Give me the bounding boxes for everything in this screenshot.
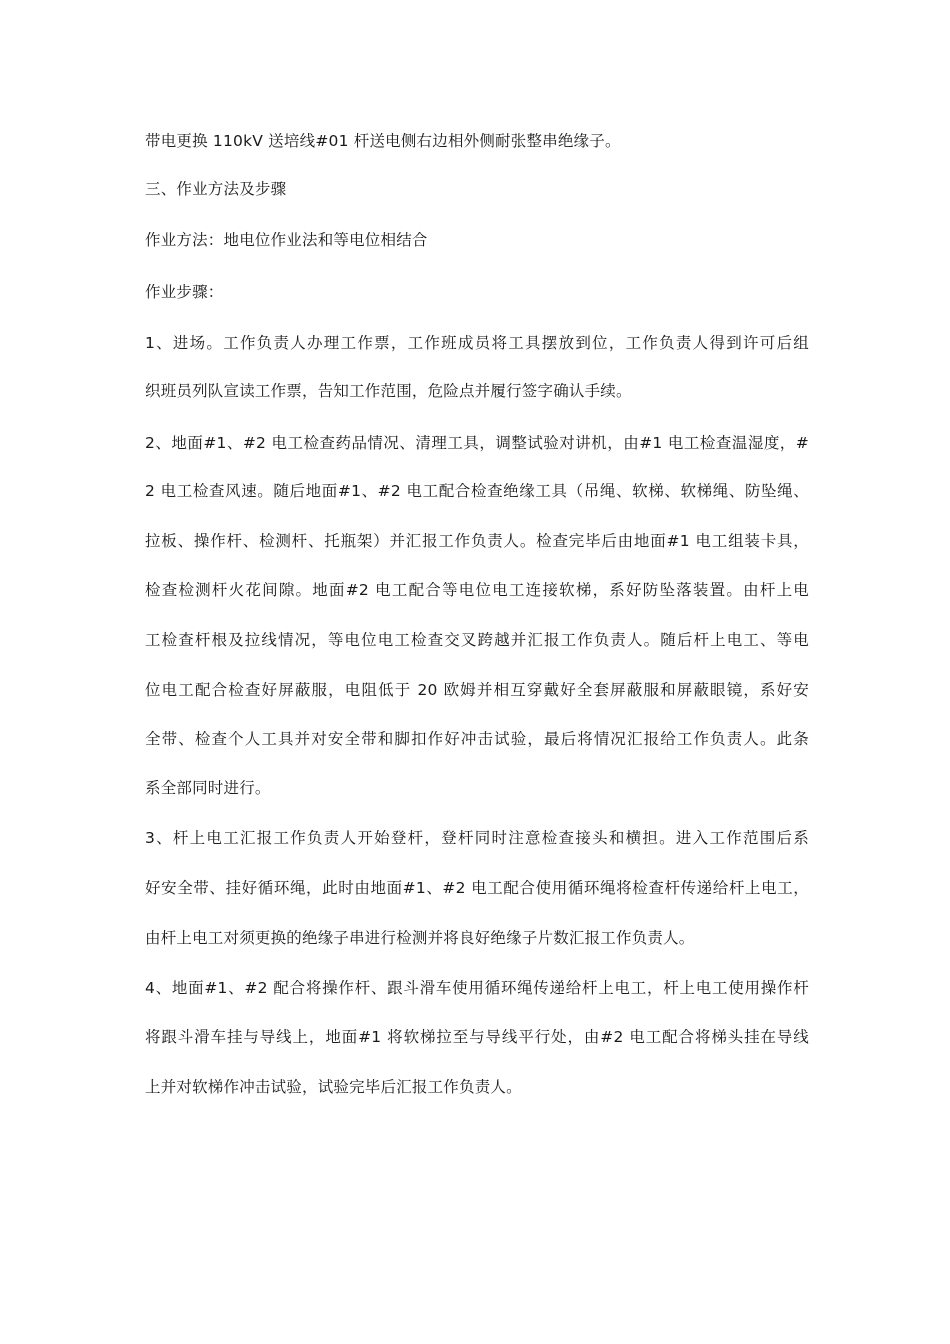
step-2-line-1: 2、地面#1、#2 电工检查药品情况、清理工具，调整试验对讲机，由#1 电工检查温湿度，# — [145, 434, 809, 452]
step-3-line-3: 由杆上电工对须更换的绝缘子串进行检测并将良好绝缘子片数汇报工作负责人。 — [145, 929, 695, 947]
step-2-line-2: 2 电工检查风速。随后地面#1、#2 电工配合检查绝缘工具（吊绳、软梯、软梯绳、防坠绳、 — [145, 482, 809, 500]
step-4-line-2: 将跟斗滑车挂与导线上，地面#1 将软梯拉至与导线平行处，由#2 电工配合将梯头挂在导线 — [145, 1028, 809, 1046]
step-4-line-3: 上并对软梯作冲击试验，试验完毕后汇报工作负责人。 — [145, 1078, 522, 1096]
step-2-line-6: 位电工配合检查好屏蔽服，电阻低于 20 欧姆并相互穿戴好全套屏蔽服和屏蔽眼镜，系好安 — [145, 681, 809, 699]
section-heading: 三、作业方法及步骤 — [145, 180, 287, 198]
step-2-line-7: 全带、检查个人工具并对安全带和脚扣作好冲击试验，最后将情况汇报给工作负责人。此条 — [145, 730, 809, 748]
step-3-line-1: 3、杆上电工汇报工作负责人开始登杆，登杆同时注意检查接头和横担。进入工作范围后系 — [145, 829, 809, 847]
text-line-method: 作业方法：地电位作业法和等电位相结合 — [145, 231, 428, 249]
step-2-line-8: 系全部同时进行。 — [145, 779, 271, 797]
step-4-line-1: 4、地面#1、#2 配合将操作杆、跟斗滑车使用循环绳传递给杆上电工，杆上电工使用操作杆 — [145, 979, 809, 997]
step-3-line-2: 好安全带、挂好循环绳，此时由地面#1、#2 电工配合使用循环绳将检查杆传递给杆上电工， — [145, 879, 809, 897]
step-2-line-3: 拉板、操作杆、检测杆、托瓶架）并汇报工作负责人。检查完毕后由地面#1 电工组装卡具， — [145, 532, 809, 550]
text-line-steps-heading: 作业步骤： — [145, 283, 224, 301]
step-2-line-4: 检查检测杆火花间隙。地面#2 电工配合等电位电工连接软梯，系好防坠落装置。由杆上电 — [145, 581, 809, 599]
text-line-1: 带电更换 110kV 送培线#01 杆送电侧右边相外侧耐张整串绝缘子。 — [145, 132, 621, 150]
step-1-line-1: 1、进场。工作负责人办理工作票，工作班成员将工具摆放到位，工作负责人得到许可后组 — [145, 334, 809, 352]
step-2-line-5: 工检查杆根及拉线情况，等电位电工检查交叉跨越并汇报工作负责人。随后杆上电工、等电 — [145, 631, 809, 649]
step-1-line-2: 织班员列队宣读工作票，告知工作范围，危险点并履行签字确认手续。 — [145, 382, 632, 400]
